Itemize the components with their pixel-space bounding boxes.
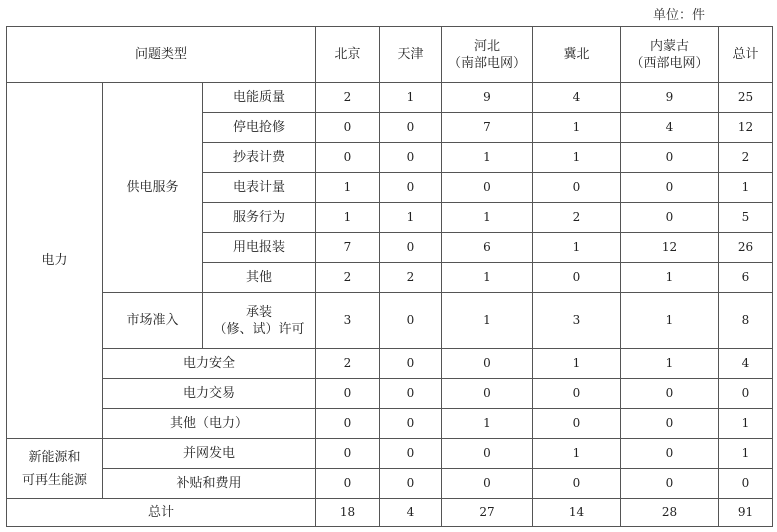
cell-total: 12 xyxy=(719,113,773,143)
cell-total: 18 xyxy=(316,499,380,527)
cell-value: 0 xyxy=(316,439,380,469)
cell-value: 1 xyxy=(533,439,621,469)
row-label: 用电报装 xyxy=(203,233,316,263)
cell-total: 8 xyxy=(719,293,773,349)
cell-value: 0 xyxy=(621,439,719,469)
cell-value: 6 xyxy=(442,233,533,263)
cell-total: 2 xyxy=(719,143,773,173)
cell-value: 1 xyxy=(621,293,719,349)
complaint-statistics-table xyxy=(6,26,773,527)
cell-value: 1 xyxy=(442,143,533,173)
cell-total: 1 xyxy=(719,173,773,203)
cell-value: 0 xyxy=(533,469,621,499)
cell-total: 0 xyxy=(719,379,773,409)
cell-value: 0 xyxy=(380,439,442,469)
cell-value: 1 xyxy=(442,263,533,293)
cell-value: 2 xyxy=(316,83,380,113)
cell-value: 1 xyxy=(380,203,442,233)
cell-value: 0 xyxy=(621,143,719,173)
table-row xyxy=(7,83,773,113)
cell-total: 1 xyxy=(719,439,773,469)
cell-value: 0 xyxy=(621,379,719,409)
table-row xyxy=(7,379,773,409)
cell-value: 2 xyxy=(380,263,442,293)
cell-value: 0 xyxy=(380,113,442,143)
cell-value: 0 xyxy=(380,143,442,173)
cell-value: 9 xyxy=(442,83,533,113)
table-row xyxy=(7,469,773,499)
cell-value: 7 xyxy=(316,233,380,263)
total-header: 总计 xyxy=(719,27,773,83)
cell-value: 0 xyxy=(442,349,533,379)
cell-value: 2 xyxy=(316,263,380,293)
cell-value: 1 xyxy=(442,409,533,439)
cell-value: 7 xyxy=(442,113,533,143)
cell-total: 14 xyxy=(533,499,621,527)
group-market-access: 市场准入 xyxy=(103,293,203,349)
cell-total: 26 xyxy=(719,233,773,263)
row-label: 并网发电 xyxy=(103,439,316,469)
unit-label: 单位：件 xyxy=(652,8,705,23)
region-header-tianjin: 天津 xyxy=(380,27,442,83)
row-label: 电力安全 xyxy=(103,349,316,379)
cell-value: 0 xyxy=(442,173,533,203)
row-label: 停电抢修 xyxy=(203,113,316,143)
cell-value: 0 xyxy=(621,203,719,233)
row-label: 服务行为 xyxy=(203,203,316,233)
problem-type-header: 问题类型 xyxy=(7,27,316,83)
group-power: 电力 xyxy=(7,83,103,439)
cell-value: 12 xyxy=(621,233,719,263)
cell-value: 1 xyxy=(533,233,621,263)
region-header-hebei: 河北 （南部电网） xyxy=(442,27,533,83)
row-label: 抄表计费 xyxy=(203,143,316,173)
cell-value: 0 xyxy=(316,143,380,173)
cell-total: 1 xyxy=(719,409,773,439)
cell-value: 2 xyxy=(316,349,380,379)
cell-total: 4 xyxy=(380,499,442,527)
cell-value: 1 xyxy=(442,293,533,349)
cell-value: 1 xyxy=(621,349,719,379)
cell-value: 4 xyxy=(533,83,621,113)
cell-value: 4 xyxy=(621,113,719,143)
cell-value: 1 xyxy=(533,143,621,173)
row-label: 其他（电力） xyxy=(103,409,316,439)
group-supply-service: 供电服务 xyxy=(103,83,203,293)
cell-value: 1 xyxy=(316,203,380,233)
cell-value: 0 xyxy=(380,349,442,379)
row-label: 电力交易 xyxy=(103,379,316,409)
cell-value: 1 xyxy=(533,113,621,143)
table-row xyxy=(7,349,773,379)
cell-value: 3 xyxy=(533,293,621,349)
cell-total: 5 xyxy=(719,203,773,233)
cell-value: 0 xyxy=(621,173,719,203)
cell-value: 0 xyxy=(533,173,621,203)
row-label: 其他 xyxy=(203,263,316,293)
cell-value: 0 xyxy=(380,469,442,499)
cell-total: 4 xyxy=(719,349,773,379)
cell-total: 6 xyxy=(719,263,773,293)
region-header-beijing: 北京 xyxy=(316,27,380,83)
cell-total: 25 xyxy=(719,83,773,113)
region-header-jibei: 冀北 xyxy=(533,27,621,83)
table-row xyxy=(7,439,773,469)
cell-value: 0 xyxy=(442,379,533,409)
cell-value: 0 xyxy=(380,233,442,263)
cell-value: 0 xyxy=(380,379,442,409)
cell-value: 1 xyxy=(380,83,442,113)
table-row xyxy=(7,409,773,439)
cell-value: 1 xyxy=(621,263,719,293)
cell-total: 91 xyxy=(719,499,773,527)
total-row xyxy=(7,499,773,527)
region-header-neimenggu: 内蒙古 （西部电网） xyxy=(621,27,719,83)
cell-total: 28 xyxy=(621,499,719,527)
cell-value: 0 xyxy=(316,469,380,499)
cell-total: 27 xyxy=(442,499,533,527)
cell-value: 0 xyxy=(621,469,719,499)
cell-value: 1 xyxy=(533,349,621,379)
row-label: 电能质量 xyxy=(203,83,316,113)
cell-value: 9 xyxy=(621,83,719,113)
cell-value: 0 xyxy=(533,409,621,439)
cell-value: 0 xyxy=(533,263,621,293)
cell-value: 0 xyxy=(380,293,442,349)
header-row xyxy=(7,27,773,83)
cell-value: 0 xyxy=(533,379,621,409)
cell-value: 0 xyxy=(621,409,719,439)
cell-value: 3 xyxy=(316,293,380,349)
cell-value: 0 xyxy=(442,469,533,499)
cell-value: 0 xyxy=(316,409,380,439)
total-row-label: 总计 xyxy=(7,499,316,527)
cell-value: 1 xyxy=(316,173,380,203)
row-label: 承装 （修、试）许可 xyxy=(203,293,316,349)
table-row xyxy=(7,293,773,349)
cell-value: 0 xyxy=(380,409,442,439)
cell-total: 0 xyxy=(719,469,773,499)
cell-value: 0 xyxy=(316,113,380,143)
cell-value: 0 xyxy=(442,439,533,469)
cell-value: 1 xyxy=(442,203,533,233)
cell-value: 2 xyxy=(533,203,621,233)
row-label: 补贴和费用 xyxy=(103,469,316,499)
group-new-energy: 新能源和 可再生能源 xyxy=(7,439,103,499)
cell-value: 0 xyxy=(316,379,380,409)
cell-value: 0 xyxy=(380,173,442,203)
row-label: 电表计量 xyxy=(203,173,316,203)
